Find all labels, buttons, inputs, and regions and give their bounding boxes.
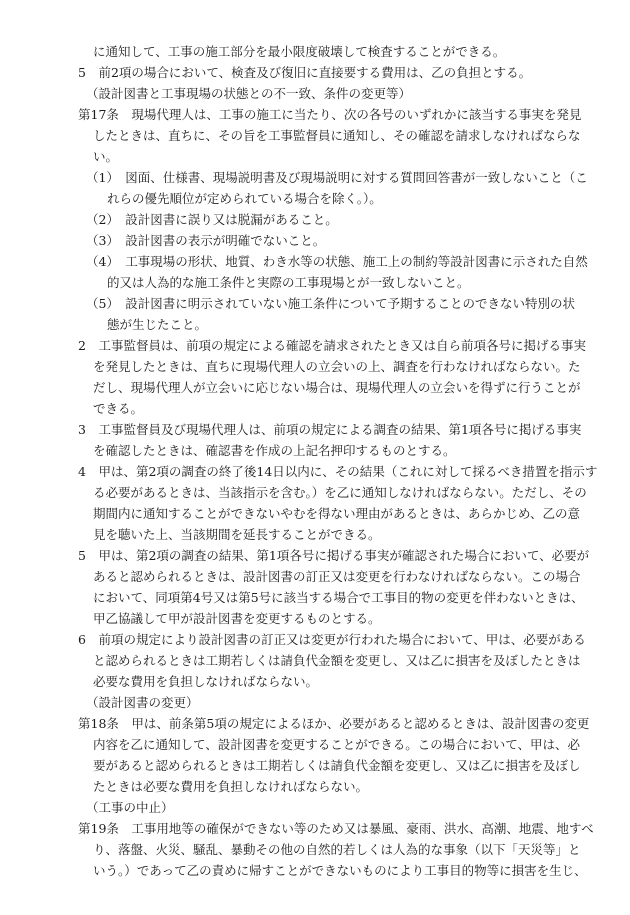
document-line: 第17条 現場代理人は、工事の施工に当たり、次の各号のいずれかに該当する事実を発見 — [78, 107, 582, 122]
document-line: （4） 工事現場の形状、地質、わき水等の状態、施工上の制約等設計図書に示された自然 — [86, 254, 588, 269]
document-line: 第19条 工事用地等の確保ができない等のため又は暴風、豪雨、洪水、高潮、地震、地すべ — [78, 821, 594, 836]
document-line: 的又は人為的な施工条件と実際の工事現場とが一致しないこと。 — [107, 275, 470, 290]
document-line: 5 甲は、第2項の調査の結果、第1項各号に掲げる事実が確認された場合において、必要が — [78, 548, 590, 563]
document-line: （1） 図面、仕様書、現場説明書及び現場説明に対する質問回答書が一致しないこと（こ — [86, 170, 588, 185]
document-line: 見を聴いた上、当該期間を延長することができる。 — [93, 527, 381, 542]
document-line: において、同項第4号又は第5号に該当する場合で工事目的物の変更を伴わないときは、 — [93, 590, 584, 605]
document-line: 4 甲は、第2項の調査の終了後14日以内に、その結果（これに対して採るべき措置を指示す — [78, 464, 598, 479]
document-line: （3） 設計図書の表示が明確でないこと。 — [86, 233, 326, 248]
document-line: （設計図書の変更） — [86, 695, 199, 710]
document-line: る必要があるときは、当該指示を含む。）を乙に通知しなければならない。ただし、その — [93, 485, 587, 500]
document-line: 態が生じたこと。 — [107, 317, 208, 332]
document-line: （5） 設計図書に明示されていない施工条件について予期することのできない特別の状 — [86, 296, 575, 311]
document-line: れらの優先順位が定められている場合を除く。）。 — [107, 191, 382, 206]
document-line: 必要な費用を負担しなければならない。 — [93, 674, 319, 689]
document-line: たときは必要な費用を負担しなければならない。 — [93, 779, 369, 794]
document-line: を発見したときは、直ちに現場代理人の立会いの上、調査を行わなければならない。た — [93, 359, 581, 374]
document-line: いう。）であって乙の責めに帰すことができないものにより工事目的物等に損害を生じ、 — [93, 863, 587, 878]
document-line: 要があると認められるときは工期若しくは請負代金額を変更し、又は乙に損害を及ぼし — [93, 758, 581, 773]
document-line: 2 工事監督員は、前項の規定による確認を請求されたとき又は自ら前項各号に掲げる事実 — [78, 338, 586, 353]
document-line: に通知して、工事の施工部分を最小限度破壊して検査することができる。 — [93, 44, 506, 59]
document-line: 第18条 甲は、前条第5項の規定によるほか、必要があると認めるときは、設計図書の変更 — [78, 716, 590, 731]
document-line: だし、現場代理人が立会いに応じない場合は、現場代理人の立会いを得ずに行うことが — [93, 380, 581, 395]
document-line: 内容を乙に通知して、設計図書を変更することができる。この場合において、甲は、必 — [93, 737, 581, 752]
document-line: 6 前項の規定により設計図書の訂正又は変更が行われた場合において、甲は、必要がある — [78, 632, 586, 647]
document-line: い。 — [93, 149, 119, 164]
document-line: あると認められるときは、設計図書の訂正又は変更を行わなければならない。この場合 — [93, 569, 581, 584]
document-line: を確認したときは、確認書を作成の上記名押印するものとする。 — [93, 443, 456, 458]
document-line: できる。 — [93, 401, 144, 416]
document-line: したときは、直ちに、その旨を工事監督員に通知し、その確認を請求しなければならな — [93, 128, 581, 143]
document-line: （工事の中止） — [86, 800, 174, 815]
document-line: （2） 設計図書に誤り又は脱漏があること。 — [86, 212, 338, 227]
document-line: （設計図書と工事現場の状態との不一致、条件の変更等） — [86, 86, 412, 101]
document-line: 期間内に通知することができないやむを得ない理由があるときは、あらかじめ、乙の意 — [93, 506, 581, 521]
document-line: と認められるときは工期若しくは請負代金額を変更し、又は乙に損害を及ぼしたときは — [93, 653, 581, 668]
document-line: 5 前2項の場合において、検査及び復旧に直接要する費用は、乙の負担とする。 — [78, 65, 532, 80]
document-line: 甲乙協議して甲が設計図書を変更するものとする。 — [93, 611, 381, 626]
document-line: り、落盤、火災、騒乱、暴動その他の自然的若しくは人為的な事象（以下「天災等」と — [93, 842, 581, 857]
document-line: 3 工事監督員及び現場代理人は、前項の規定による調査の結果、第1項各号に掲げる事実 — [78, 422, 582, 437]
